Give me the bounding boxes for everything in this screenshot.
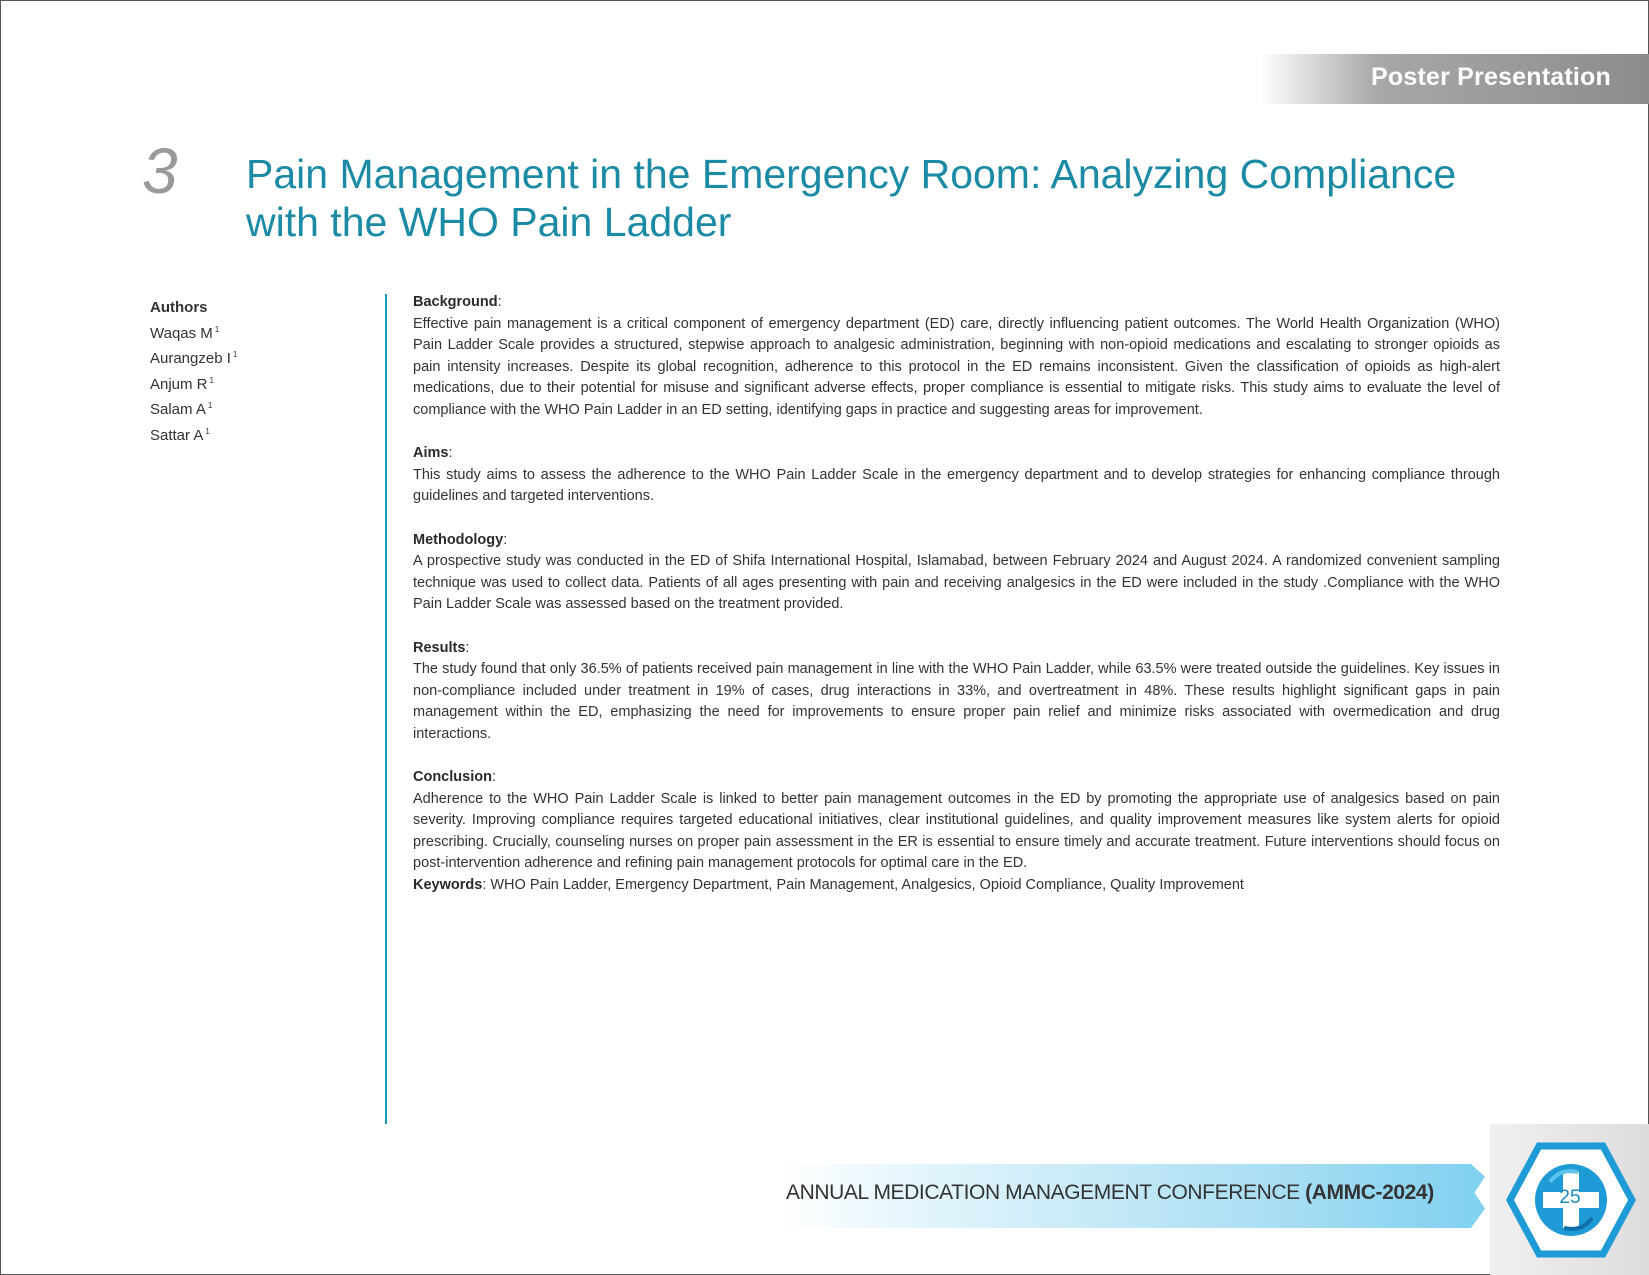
author-name: Waqas M [150,324,213,342]
aims-section: Aims: This study aims to assess the adherence to the WHO Pain Ladder Scale in the emergency department and to develop strategies for enhancing compliance through guidelines and targeted interventions. [413,443,1500,508]
conclusion-section: Conclusion: Adherence to the WHO Pain Ladder Scale is linked to better pain management outcomes in the ED by promoting the appropriate use of analgesics based on pain severity. Improving compliance requires targeted educational initiatives, clear institutional guidelines, and quality improvement measures like system alerts for opioid prescribing. Crucially, counseling nurses on proper pain assessment in the ER is essential to ensure timely and accurate treatment. Future interventions should focus on post-intervention adherence and refining pain management protocols for optimal care in the ED. [413,767,1500,875]
author-name: Anjum R [150,375,208,393]
background-section: Background: Effective pain management is a critical component of emergency department (ED) care, directly influencing patient outcomes. The World Health Organization (WHO) Pain Ladder Scale provides a structured, stepwise approach to analgesic administration, beginning with non-opioid medications and escalating to stronger opioids as pain intensity increases. Despite its global recognition, adherence to this protocol in the ED remains inconsistent. Given the classification of opioids as high-alert medications, due to their potential for misuse and significant adverse effects, proper compliance is essential to mitigate risks. This study aims to evaluate the level of compliance with the WHO Pain Ladder in an ED setting, identifying gaps in practice and suggesting areas for improvement. [413,292,1500,422]
poster-presentation-banner [1260,54,1649,104]
author-item [150,395,237,421]
author-name: Salam A [150,401,206,418]
section-text: Effective pain management is a critical component of emergency department (ED) care, directly influencing patient outcomes. The World Health Organization (WHO) Pain Ladder Scale provides a structured, stepwise approach to analgesic administration, beginning with non-opioid medications and escalating to stronger opioids as pain intensity increases. Despite its global recognition, adherence to this protocol in the ED remains inconsistent. Given the classification of opioids as high-alert medications, due to their potential for misuse and significant adverse effects, proper compliance is essential to mitigate risks. This study aims to evaluate the level of compliance with the WHO Pain Ladder in an ED setting, identifying gaps in practice and suggesting areas for improvement. [413,315,1500,418]
author-affiliation: 1 [214,324,220,334]
section-heading: Aims [413,445,449,462]
section-text: The study found that only 36.5% of patients received pain management in line with the WHO Pain Ladder, while 63.5% were treated outside the guidelines. Key issues in non-compliance included under treatment in 19% of cases, drug interactions in 33%, and overtreatment in 48%. These results highlight significant gaps in pain management within the ED, emphasizing the need for improvements to ensure proper pain relief and minimize risks associated with overmedication and drug interactions. [413,661,1500,742]
conference-abbreviation: (AMMC-2024) [1305,1181,1434,1204]
author-item [150,370,237,396]
keywords-label: Keywords [413,877,483,894]
section-heading: Background [413,294,498,310]
banner-label: Poster Presentation [1371,63,1611,91]
section-text: This study aims to assess the adherence to the WHO Pain Ladder Scale in the emergency department and to develop strategies for enhancing compliance through guidelines and targeted interventions. [413,466,1500,505]
authors-block [150,297,237,446]
section-text: Adherence to the WHO Pain Ladder Scale is linked to better pain management outcomes in the ED by promoting the appropriate use of analgesics based on pain severity. Improving compliance requires targeted educational initiatives, clear institutional guidelines, and quality improvement measures like system alerts for opioid prescribing. Crucially, counseling nurses on proper pain assessment in the ER is essential to ensure timely and accurate treatment. Future interventions should focus on post-intervention adherence and refining pain management protocols for optimal care in the ED. [413,790,1500,872]
abstract-body [413,292,1500,897]
section-heading: Conclusion [413,769,492,786]
author-name: Sattar A [150,426,204,444]
results-section: Results: The study found that only 36.5% of patients received pain management in line with the WHO Pain Ladder, while 63.5% were treated outside the guidelines. Key issues in non-compliance included under treatment in 19% of cases, drug interactions in 33%, and overtreatment in 48%. These results highlight significant gaps in pain management within the ED, emphasizing the need for improvements to ensure proper pain relief and minimize risks associated with overmedication and drug interactions. [413,638,1500,746]
authors-heading: Authors [150,299,208,316]
author-affiliation: 1 [209,375,214,385]
author-item [150,319,237,345]
section-heading: Methodology [413,531,504,548]
keywords-text: WHO Pain Ladder, Emergency Department, Pain Management, Analgesics, Opioid Compliance, Quality Improvement [490,877,1244,894]
author-item [150,344,237,370]
paper-number: 3 [142,135,178,207]
paper-title: Pain Management in the Emergency Room: Analyzing Compliance with the WHO Pain Ladder [246,151,1457,245]
author-item [150,421,237,447]
author-name: Aurangzeb I [150,350,231,367]
author-affiliation: 1 [207,401,213,410]
page-number: 25 [1559,1187,1581,1208]
author-affiliation: 1 [205,426,210,436]
footer-conference [786,1181,1434,1205]
author-affiliation: 1 [232,350,238,359]
section-text: A prospective study was conducted in the ED of Shifa International Hospital, Islamabad, between February 2024 and August 2024. A randomized convenient sampling technique was used to collect data. Patients of all ages presenting with pain and receiving analgesics in the ED were included in the study .Compliance with the WHO Pain Ladder Scale was assessed based on the treatment provided. [413,553,1500,613]
conference-name: ANNUAL MEDICATION MANAGEMENT CONFERENCE [786,1181,1300,1204]
keywords-line: Keywords: WHO Pain Ladder, Emergency Department, Pain Management, Analgesics, Opioid Compliance, Quality Improvement [413,877,1244,894]
methodology-section: Methodology: A prospective study was conducted in the ED of Shifa International Hospital, Islamabad, between February 2024 and August 2024. A randomized convenient sampling technique was used to collect data. Patients of all ages presenting with pain and receiving analgesics in the ED were included in the study .Compliance with the WHO Pain Ladder Scale was assessed based on the treatment provided. [413,530,1500,616]
section-heading: Results [413,639,466,656]
column-divider [385,294,387,1124]
